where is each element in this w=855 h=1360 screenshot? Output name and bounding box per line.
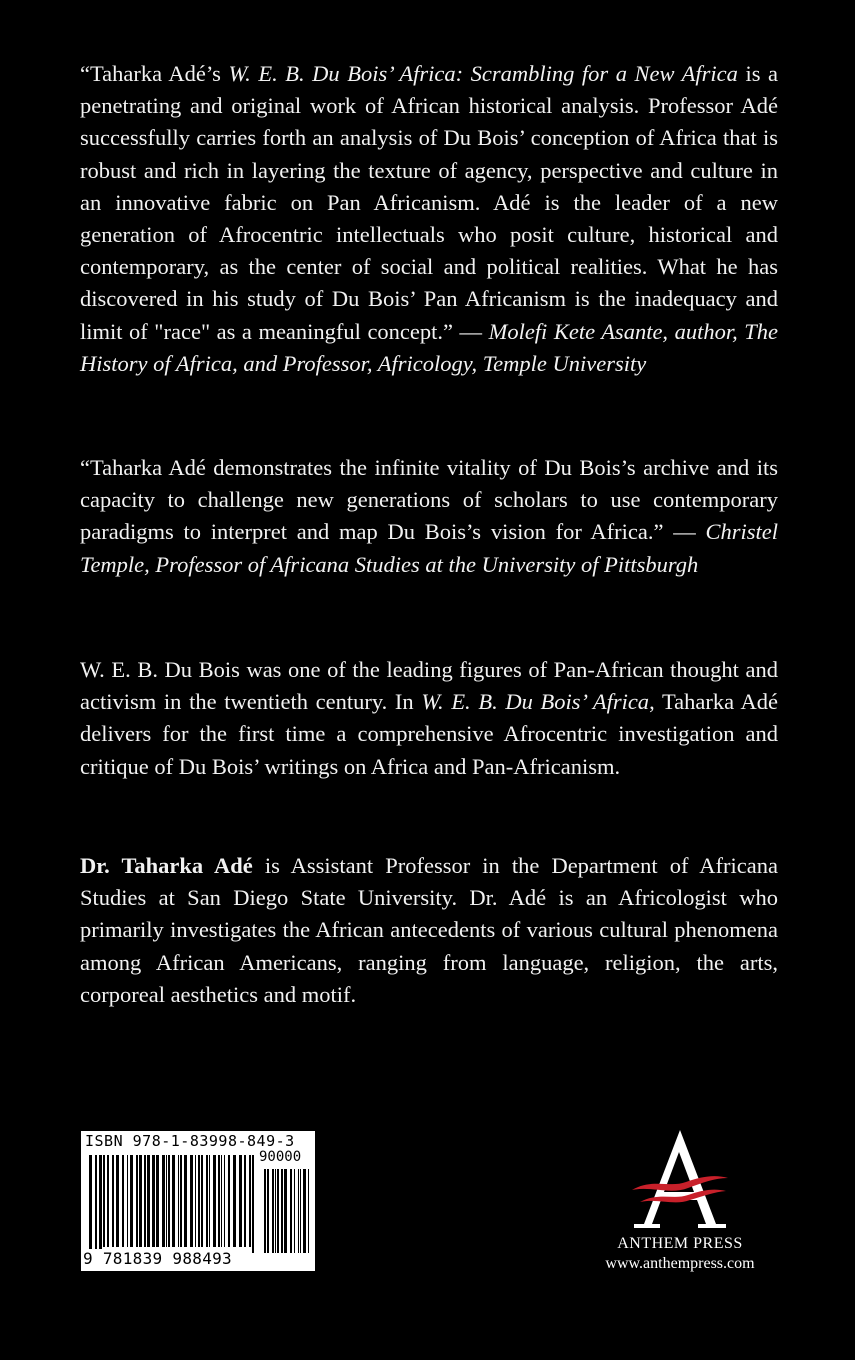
addon-barcode-bars: [264, 1169, 310, 1253]
author-bio: [80, 850, 778, 1011]
endorsement-asante: [80, 58, 778, 380]
anthem-a-logo-icon: [630, 1128, 730, 1232]
publisher-name: ANTHEM PRESS: [617, 1235, 743, 1252]
quote-open: “Taharka Adé’s: [80, 61, 229, 86]
summary-part1: W. E. B. Du Bois was one of the leading figures of Pan-African thought and activism in the twentieth century. In: [80, 657, 778, 715]
book-title: W. E. B. Du Bois’ Africa: Scrambling for a New Africa: [228, 61, 738, 86]
price-addon-number: 90000: [259, 1149, 302, 1165]
summary-part2: , Taharka Adé delivers for the first time a comprehensive Afrocentric investigation and critique of Du Bois’ writings on Africa and Pan-Africanism.: [80, 689, 778, 779]
publisher-logo: [575, 1128, 785, 1288]
summary-book-title: W. E. B. Du Bois’ Africa: [421, 689, 650, 715]
endorsement-temple: [80, 452, 778, 581]
quote-attribution: Christel Temple, Professor of Africana Studies at the University of Pittsburgh: [80, 519, 778, 577]
isbn-barcode: [80, 1130, 316, 1272]
ean-barcode-bars: [89, 1155, 255, 1253]
ean-number: 9 781839 988493: [83, 1249, 232, 1268]
isbn-label: ISBN 978-1-83998-849-3: [85, 1132, 295, 1150]
quote-body: is a penetrating and original work of African historical analysis. Professor Adé successfully carries forth an analysis of Du Bois’ conception of Africa that is robust and rich in layering the texture of agency, perspective and culture in an innovative fabric on Pan Africanism. Adé is the leader of a new generation of Afrocentric intellectuals who posit culture, historical and contemporary, as the center of social and political realities. What he has discovered in his study of Du Bois’ Pan Africanism is the inadequacy and limit of "race" as a meaningful concept.” —: [80, 61, 778, 344]
bio-body: is Assistant Professor in the Department of Africana Studies at San Diego State University. Dr. Adé is an Africologist who primarily investigates the African antecedents of various cultural phenomena among African Americans, ranging from language, religion, the arts, corporeal aesthetics and motif.: [80, 853, 778, 1007]
quote-body: “Taharka Adé demonstrates the infinite vitality of Du Bois’s archive and its capacity to challenge new generations of scholars to use contemporary paradigms to interpret and map Du Bois’s vision for Africa.” —: [80, 455, 778, 545]
author-name: Dr. Taharka Adé: [80, 853, 253, 878]
quote-attribution: Molefi Kete Asante, author, The History of Africa, and Professor, Africology, Temple University: [80, 318, 779, 376]
publisher-url[interactable]: www.anthempress.com: [605, 1255, 755, 1272]
book-summary: [80, 654, 778, 783]
